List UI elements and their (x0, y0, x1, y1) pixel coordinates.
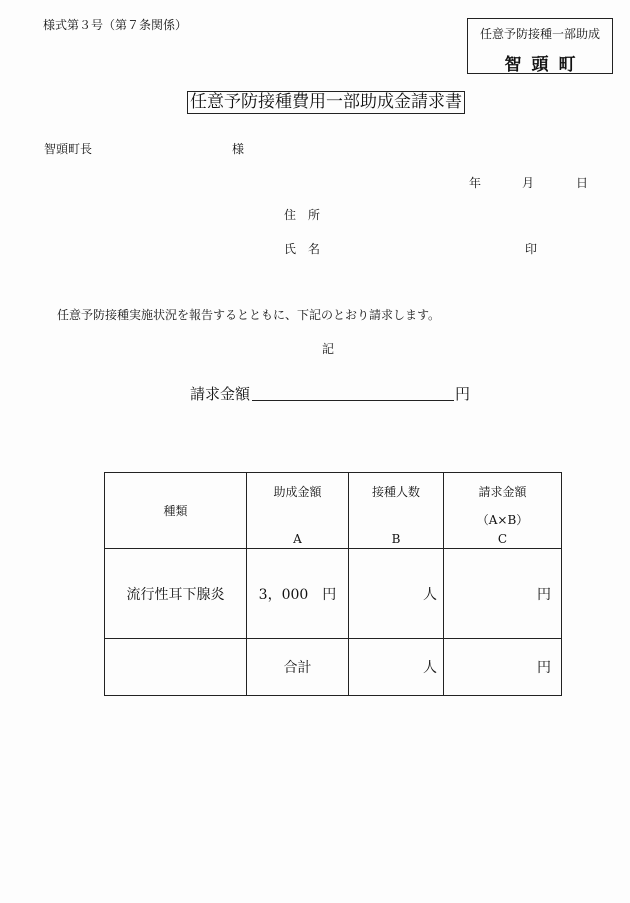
header-claim-label: 請求金額 (478, 485, 527, 499)
date-day: 日 (576, 176, 589, 190)
row1-claim: 円 (444, 549, 562, 639)
header-claim (444, 473, 562, 549)
row2-kind (105, 639, 247, 696)
row2-count: 人 (349, 639, 444, 696)
table-row (105, 549, 562, 639)
header-claim-code: C (497, 532, 508, 546)
header-count-code: B (391, 532, 401, 546)
name-label: 氏 名 (284, 242, 321, 256)
claim-amount-line (252, 383, 454, 401)
row2-total-label: 合計 (247, 639, 349, 696)
seal-label: 印 (525, 242, 538, 256)
row1-count: 人 (349, 549, 444, 639)
header-claim-formula: （A×B） (476, 513, 529, 527)
row1-subsidy: 3，000 円 (247, 549, 349, 639)
corner-box (467, 18, 613, 74)
addressee: 智頭町長 (44, 142, 93, 156)
corner-box-town: 智頭町 (504, 55, 586, 75)
header-count-label: 接種人数 (371, 485, 420, 499)
honorific: 様 (232, 142, 245, 156)
header-subsidy-label: 助成金額 (273, 485, 322, 499)
table-header-row (105, 473, 562, 549)
table-row-total (105, 639, 562, 696)
form-number: 様式第３号（第７条関係） (43, 18, 188, 32)
header-kind-label: 種類 (163, 504, 188, 518)
row2-claim: 円 (444, 639, 562, 696)
date-year: 年 (469, 176, 482, 190)
claim-amount-label: 請求金額 (190, 385, 251, 403)
header-subsidy-code: A (293, 532, 302, 546)
header-count (349, 473, 444, 549)
corner-box-line1: 任意予防接種一部助成 (479, 27, 600, 41)
date-month: 月 (522, 176, 535, 190)
address-label: 住 所 (284, 208, 321, 222)
header-kind (105, 473, 247, 549)
claim-amount-yen: 円 (455, 385, 471, 403)
row1-kind: 流行性耳下腺炎 (105, 549, 247, 639)
claim-table (104, 472, 562, 696)
body-text: 任意予防接種実施状況を報告するとともに、下記のとおり請求します。 (57, 308, 441, 322)
document-title: 任意予防接種費用一部助成金請求書 (187, 91, 465, 114)
header-subsidy (247, 473, 349, 549)
ki-label: 記 (322, 342, 335, 356)
